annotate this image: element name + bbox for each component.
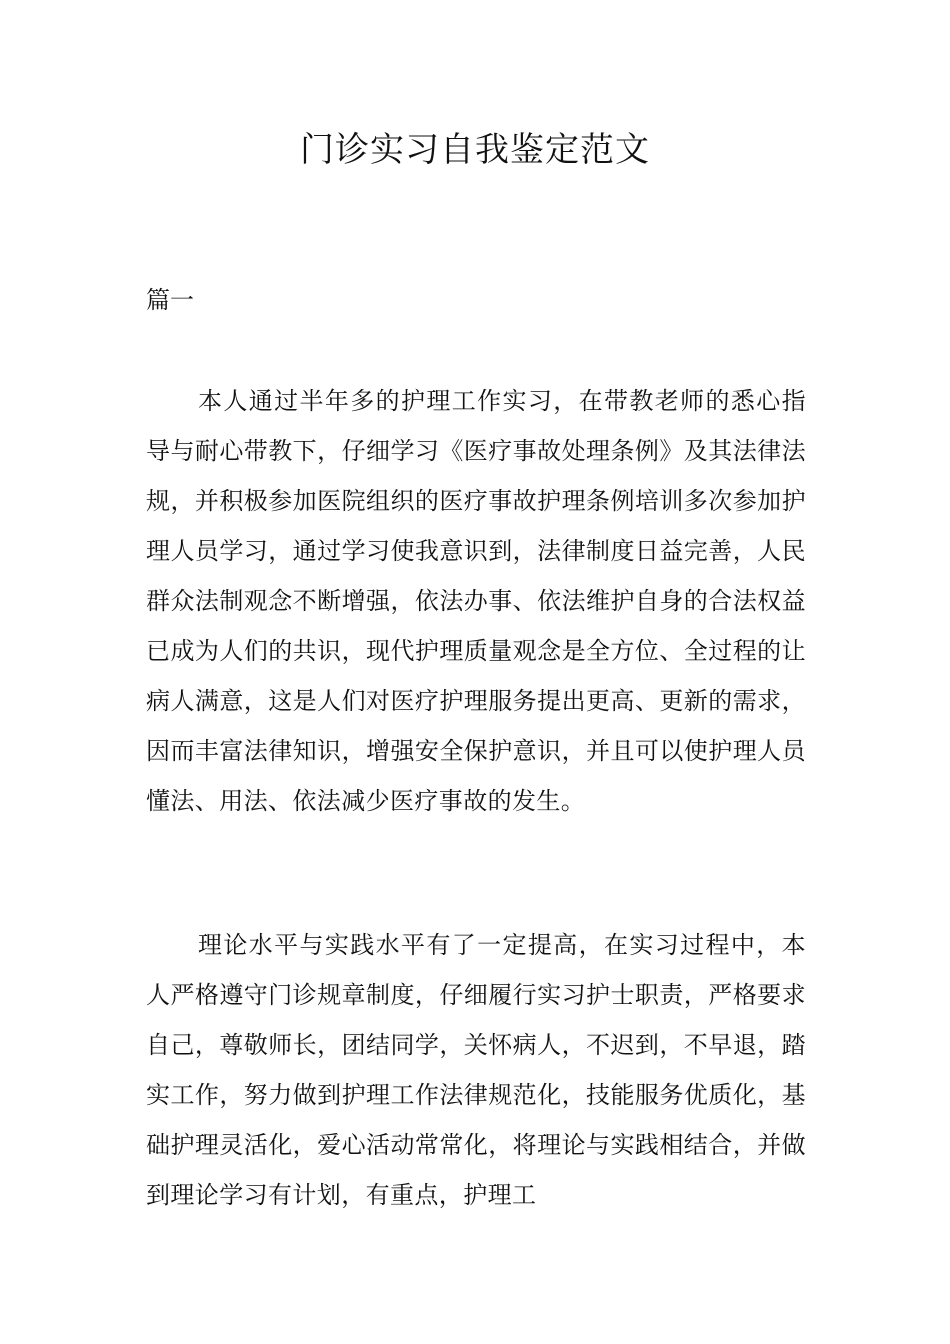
document-title: 门诊实习自我鉴定范文	[300, 130, 650, 170]
body-paragraph-1: 本人通过半年多的护理工作实习，在带教老师的悉心指导与耐心带教下，仔细学习《医疗事故处理条例》及其法律法规，并积极参加医院组织的医疗事故护理条例培训多次参加护理人员学习，通过学习使我意识到，法律制度日益完善，人民群众法制观念不断增强，依法办事、依法维护自身的合法权益已成为人们的共识，现代护理质量观念是全方位、全过程的让病人满意，这是人们对医疗护理服务提出更高、更新的需求，因而丰富法律知识，增强安全保护意识，并且可以使护理人员懂法、用法、依法减少医疗事故的发生。	[146, 387, 806, 815]
section-label: 篇一	[146, 286, 194, 314]
body-paragraph-2: 理论水平与实践水平有了一定提高，在实习过程中，本人严格遵守门诊规章制度，仔细履行实习护士职责，严格要求自己，尊敬师长，团结同学，关怀病人，不迟到，不早退，踏实工作，努力做到护理工作法律规范化，技能服务优质化，基础护理灵活化，爱心活动常常化，将理论与实践相结合，并做到理论学习有计划，有重点，护理工	[146, 931, 806, 1209]
